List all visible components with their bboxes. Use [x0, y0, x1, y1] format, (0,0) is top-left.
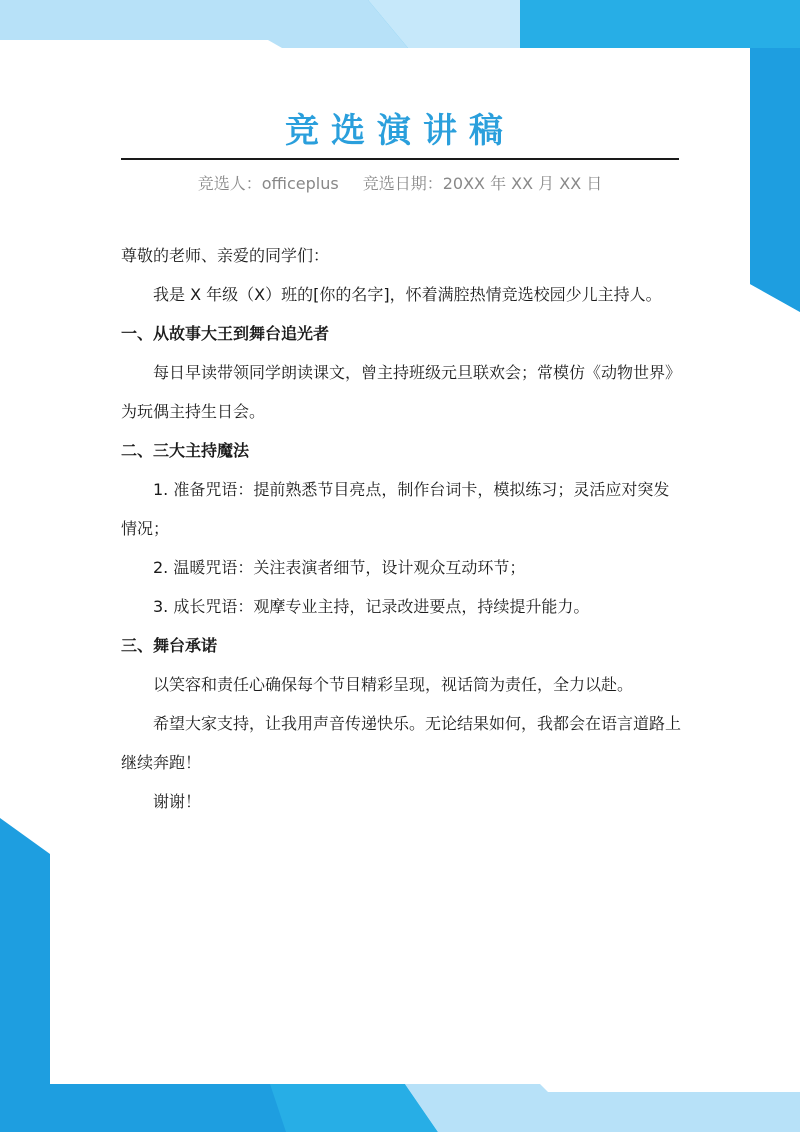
list-item: 3. 成长咒语：观摩专业主持，记录改进要点，持续提升能力。 [153, 597, 590, 616]
bottom-right-light-band [405, 1084, 800, 1132]
section-paragraph: 以笑容和责任心确保每个节目精彩呈现，视话筒为责任，全力以赴。 [153, 675, 634, 694]
section-heading: 一、从故事大王到舞台追光者 [121, 324, 330, 343]
top-white-cut [0, 40, 282, 48]
list-item: 2. 温暖咒语：关注表演者细节，设计观众互动环节； [153, 558, 526, 577]
thanks-line: 谢谢！ [153, 792, 202, 811]
title-divider [121, 158, 679, 160]
candidate-label: 竞选人：officeplus [197, 174, 339, 193]
date-label: 竞选日期：20XX 年 XX 月 XX 日 [362, 174, 603, 193]
list-item: 1. 准备咒语：提前熟悉节目亮点，制作台词卡，模拟练习；灵活应对突发情况； [121, 480, 670, 538]
intro-paragraph: 我是 X 年级（X）班的[你的名字]，怀着满腔热情竞选校园少儿主持人。 [153, 285, 662, 304]
section-heading: 二、三大主持魔法 [121, 441, 250, 460]
bottom-left-blue-band [0, 818, 296, 1132]
greeting: 尊敬的老师、亲爱的同学们： [121, 246, 330, 265]
candidate-meta [0, 172, 800, 196]
speech-body [121, 236, 681, 821]
closing-paragraph: 希望大家支持，让我用声音传递快乐。无论结果如何，我都会在语言道路上继续奔跑！ [121, 714, 682, 772]
section-paragraph: 每日早读带领同学朗读课文，曾主持班级元旦联欢会；常模仿《动物世界》为玩偶主持生日会。 [121, 363, 682, 421]
page-title: 竞选演讲稿 [285, 111, 515, 151]
section-heading: 三、舞台承诺 [121, 636, 218, 655]
